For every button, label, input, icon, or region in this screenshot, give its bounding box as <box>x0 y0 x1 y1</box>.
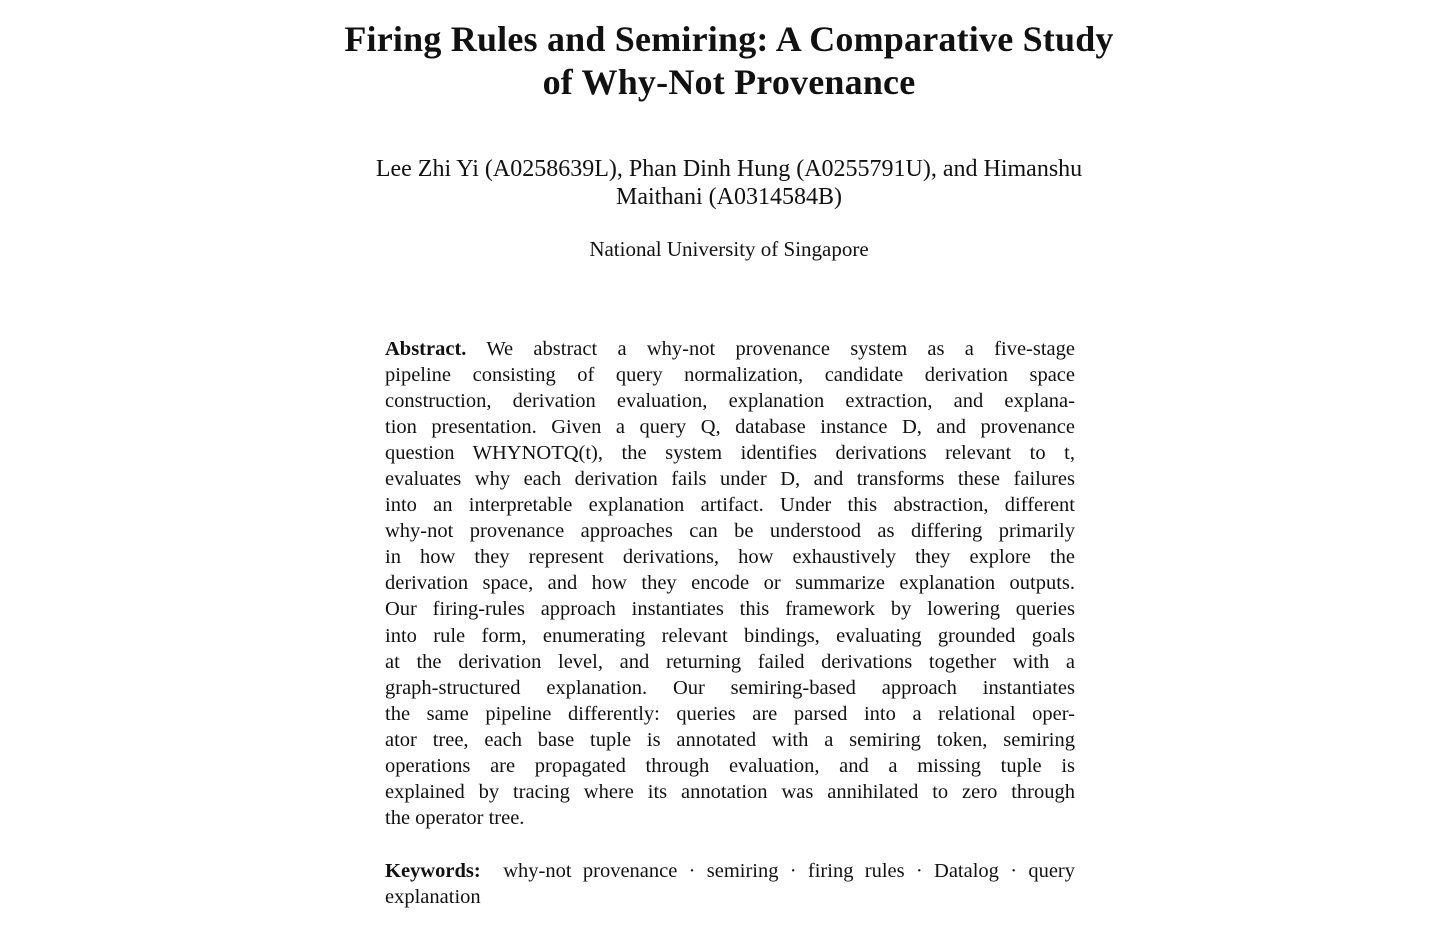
title-line-1: Firing Rules and Semiring: A Comparative Study <box>344 19 1114 59</box>
abstract-line: the operator tree. <box>385 806 525 829</box>
abstract-line: ator tree, each base tuple is annotated with a semiring token, semiring <box>385 728 1075 751</box>
abstract-line: into an interpretable explanation artifact. Under this abstraction, different <box>385 494 1075 517</box>
keywords-line <box>385 858 1075 884</box>
abstract-line <box>385 336 1075 362</box>
author-line-2: Maithani (A0314584B) <box>616 184 842 210</box>
abstract-line: at the derivation level, and returning failed derivations together with a <box>385 650 1075 673</box>
abstract-line: pipeline consisting of query normalization, candidate derivation space <box>385 364 1075 387</box>
author-line-1: Lee Zhi Yi (A0258639L), Phan Dinh Hung (A0255791U), and Himanshu <box>375 156 1083 182</box>
abstract-line: in how they represent derivations, how exhaustively they explore the <box>385 546 1075 569</box>
title-line-2: of Why-Not Provenance <box>542 62 916 102</box>
abstract-line-text: We abstract a why-not provenance system as a five-stage <box>486 338 1075 360</box>
abstract-line: tion presentation. Given a query Q, database instance D, and provenance <box>385 416 1075 439</box>
abstract-line: evaluates why each derivation fails under D, and transforms these failures <box>385 468 1075 491</box>
abstract-line: derivation space, and how they encode or summarize explanation outputs. <box>385 572 1075 595</box>
keywords-line: explanation <box>385 886 481 909</box>
affiliation: National University of Singapore <box>589 237 869 261</box>
abstract-line: Our firing-rules approach instantiates this framework by lowering queries <box>385 598 1075 621</box>
abstract-line: explained by tracing where its annotation was annihilated to zero through <box>385 780 1075 803</box>
abstract-line: question WHYNOTQ(t), the system identifies derivations relevant to t, <box>385 442 1075 465</box>
abstract-label: Abstract. <box>385 338 467 360</box>
abstract-line: why-not provenance approaches can be understood as differing primarily <box>385 520 1075 543</box>
abstract-line: into rule form, enumerating relevant bindings, evaluating grounded goals <box>385 624 1075 647</box>
paper-title <box>200 18 1258 104</box>
abstract <box>385 336 1075 831</box>
author-list <box>300 155 1158 211</box>
keywords-label: Keywords: <box>385 860 481 882</box>
keywords <box>385 858 1075 910</box>
abstract-line: graph-structured explanation. Our semiring-based approach instantiates <box>385 676 1075 699</box>
abstract-line: the same pipeline differently: queries are parsed into a relational oper- <box>385 702 1075 725</box>
keywords-line-text: why-not provenance · semiring · firing rules · Datalog · query <box>503 860 1076 882</box>
abstract-line: operations are propagated through evaluation, and a missing tuple is <box>385 754 1075 777</box>
abstract-line: construction, derivation evaluation, explanation extraction, and explana- <box>385 390 1075 413</box>
